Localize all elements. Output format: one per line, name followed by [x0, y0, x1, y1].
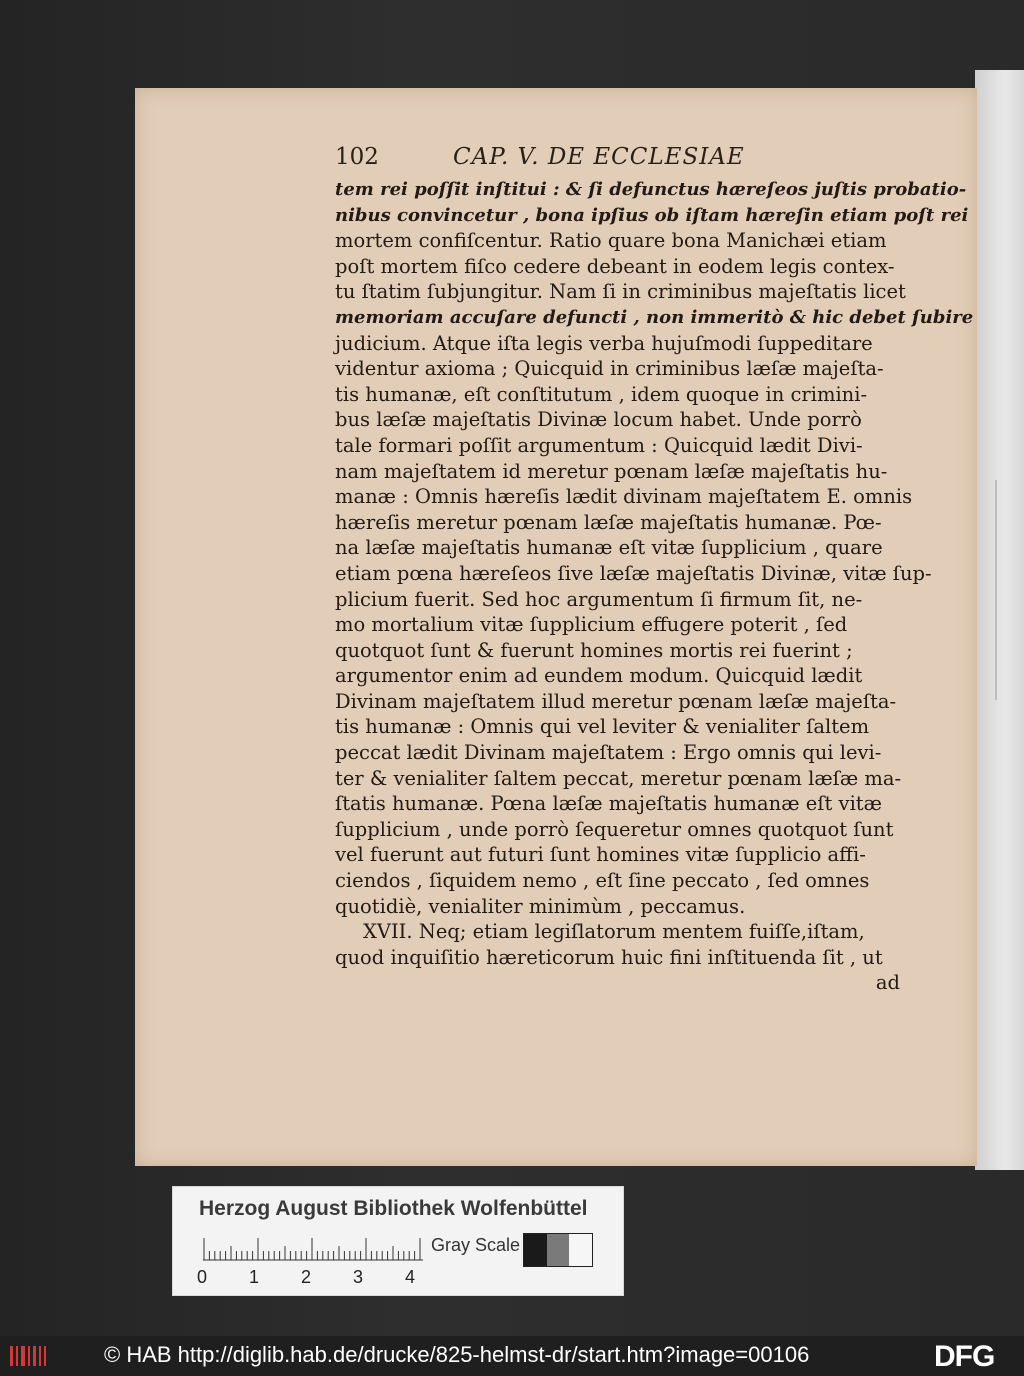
text-line: etiam pœna hæreſeos ſive læſæ majeſtatis Divinæ, vitæ ſup- — [335, 561, 932, 585]
text-line: hæreſis meretur pœnam læſæ majeſtatis humanæ. Pœ- — [335, 510, 882, 534]
dfg-logo: DFG — [934, 1340, 995, 1373]
text-line: tis humanæ, eſt conſtitutum , idem quoque in crimini- — [335, 382, 868, 406]
text-line: manæ : Omnis hæreſis lædit divinam majeſtatem E. omnis — [335, 485, 913, 509]
text-line: vel fuerunt aut futuri ſunt homines vitæ ſupplicio affi- — [335, 843, 866, 867]
page-number: 102 — [335, 144, 379, 170]
gray-patch-black — [524, 1234, 547, 1266]
text-line: videntur axioma ; Quicquid in criminibus læſæ majeſta- — [335, 357, 884, 381]
text-line: nam majeſtatem id meretur pœnam læſæ majeſtatis hu- — [335, 459, 888, 483]
text-line: tale formari poſſit argumentum : Quicquid lædit Divi- — [335, 433, 863, 457]
ruler-label-4: 4 — [405, 1267, 416, 1287]
text-line: argumentor enim ad eundem modum. Quicquid lædit — [335, 664, 863, 688]
body-text — [335, 177, 974, 996]
gray-patch-mid — [547, 1234, 570, 1266]
text-line: ſtatis humanæ. Pœna læſæ majeſtatis humanæ eſt vitæ — [335, 792, 882, 816]
text-line: memoriam accuſare defuncti , non immeritò & hic debet ſubire — [335, 306, 974, 328]
text-line: ſupplicium , unde porrò ſequeretur omnes quotquot ſunt — [335, 817, 894, 841]
text-line: mo mortalium vitæ ſupplicium effugere poterit , ſed — [335, 613, 848, 637]
text-line: bus læſæ majeſtatis Divinæ locum habet. Unde porrò — [335, 408, 862, 432]
gray-patch-white — [569, 1234, 592, 1266]
gray-scale-label: Gray Scale — [431, 1235, 521, 1255]
text-line: ter & venialiter ſaltem peccat, meretur pœnam læſæ ma- — [335, 766, 902, 790]
adjacent-page-mark — [995, 480, 1011, 700]
text-line: tem rei poſſit inſtitui : & ſi defunctus hæreſeos juſtis probatio- — [335, 179, 967, 200]
copyright-link[interactable]: © HAB http://diglib.hab.de/drucke/825-helmst-dr/start.htm?image=00106 — [104, 1342, 810, 1367]
text-line: quotidiè, venialiter minimùm , peccamus. — [335, 894, 746, 918]
text-line: poſt mortem fiſco cedere debeant in eodem legis contex- — [335, 254, 895, 278]
ruler-label-0: 0 — [197, 1267, 208, 1287]
text-line: ciendos , ſiquidem nemo , eſt ſine peccato , ſed omnes — [335, 869, 870, 893]
color-reference-card — [172, 1186, 624, 1296]
text-line: mortem confiſcentur. Ratio quare bona Manichæi etiam — [335, 229, 887, 253]
text-line: nibus convincetur , bona ipſius ob iſtam hæreſin etiam poſt rei — [335, 204, 969, 226]
gray-scale-patches — [523, 1233, 593, 1267]
viewer-footer — [0, 1336, 1024, 1376]
text-line: na læſæ majeſtatis humanæ eſt vitæ ſupplicium , quare — [335, 536, 883, 560]
ruler-label-1: 1 — [249, 1267, 260, 1287]
text-line: XVII. Neq; etiam legiſlatorum mentem fuiſſe,iſtam, — [363, 920, 865, 944]
text-line: plicium fuerit. Sed hoc argumentum ſi firmum ſit, ne- — [335, 587, 863, 611]
institution-name: Herzog August Bibliothek Wolfenbüttel — [199, 1197, 588, 1220]
chapter-heading: CAP. V. DE ECCLESIAE — [453, 144, 745, 170]
ruler-scale — [203, 1237, 423, 1261]
text-line: quod inquiſitio hæreticorum huic fini inſtituenda ſit , ut — [335, 945, 883, 969]
text-line: tis humanæ : Omnis qui vel leviter & venialiter ſaltem — [335, 715, 870, 739]
text-line: Divinam majeſtatem illud meretur pœnam læſæ majeſta- — [335, 689, 897, 713]
ruler-labels — [197, 1267, 457, 1289]
text-line: judicium. Atque iſta legis verba hujuſmodi ſuppeditare — [335, 331, 873, 355]
running-head — [335, 144, 895, 178]
barcode-logo-icon — [8, 1343, 48, 1369]
text-line: peccat lædit Divinam majeſtatem : Ergo omnis qui levi- — [335, 741, 882, 765]
ruler-label-2: 2 — [301, 1267, 312, 1287]
text-line: quotquot ſunt & fuerunt homines mortis rei fuerint ; — [335, 638, 853, 662]
ruler-label-3: 3 — [353, 1267, 364, 1287]
text-line: tu ſtatim ſubjungitur. Nam ſi in criminibus majeſtatis licet — [335, 280, 906, 304]
text-line: ad — [875, 971, 900, 995]
